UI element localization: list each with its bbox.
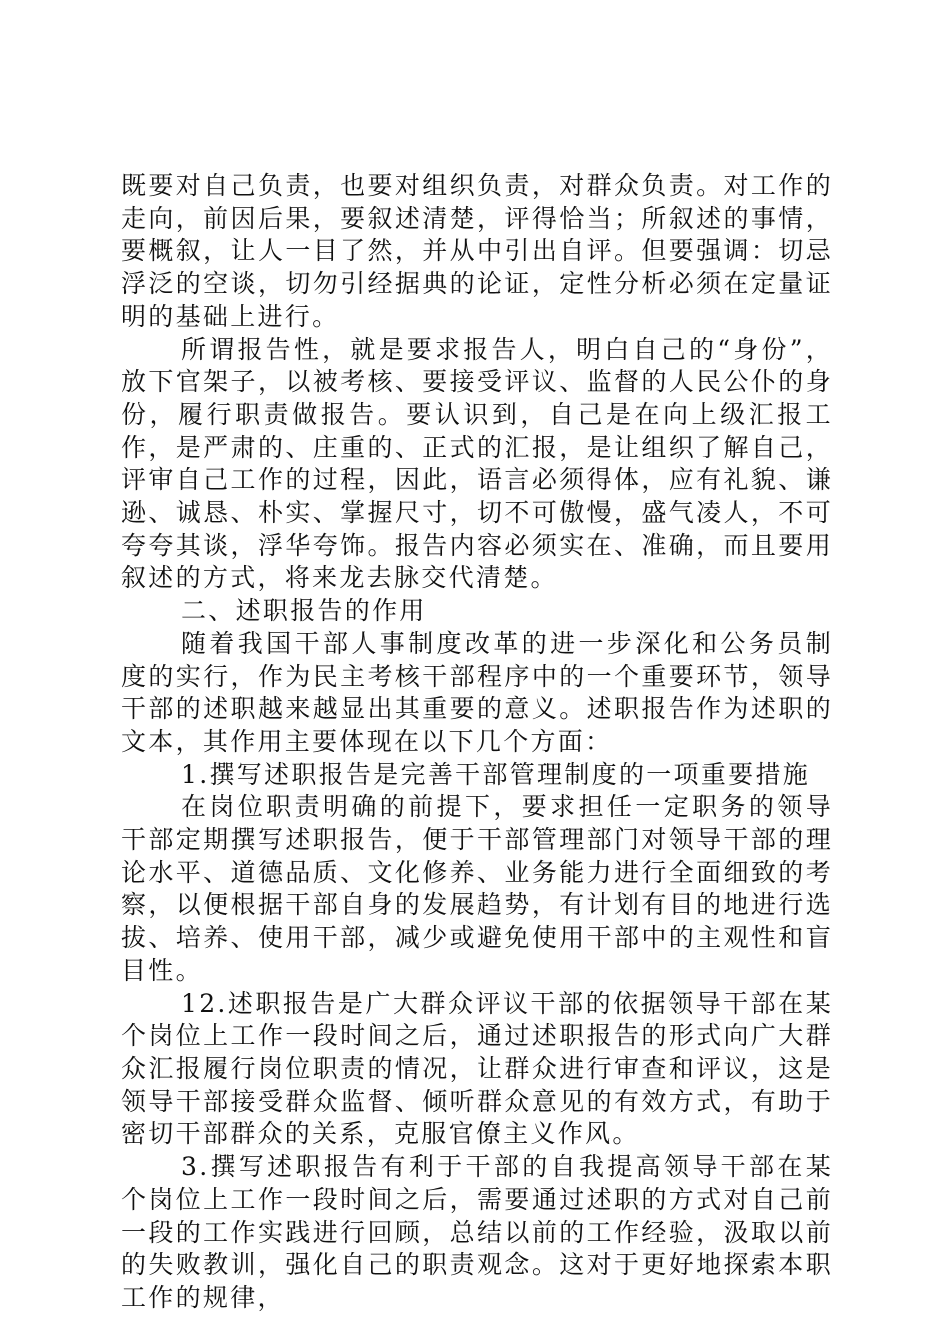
paragraph-point-2: 12.述职报告是广大群众评议干部的依据领导干部在某个岗位上工作一段时间之后，通过述职报告的形式向广大群众汇报履行岗位职责的情况，让群众进行审查和评议，这是领导干部接受群众监督、倾听群众意见的有效方式，有助于密切干部群众的关系，克服官僚主义作风。: [121, 988, 833, 1149]
paragraph-reporting-nature: 所谓报告性，就是要求报告人，明白自己的“身份”，放下官架子，以被考核、要接受评议、监督的人民公仆的身份，履行职责做报告。要认识到，自己是在向上级汇报工作，是严肃的、庄重的、正式的汇报，是让组织了解自己，评审自己工作的过程，因此，语言必须得体，应有礼貌、谦逊、诚恳、朴实、掌握尺寸，切不可傲慢，盛气凌人，不可夸夸其谈，浮华夸饰。报告内容必须实在、准确，而且要用叙述的方式，将来龙去脉交代清楚。: [121, 334, 833, 593]
document-body: [121, 170, 833, 1315]
paragraph-point-3: 3.撰写述职报告有利于干部的自我提高领导干部在某个岗位上工作一段时间之后，需要通过述职的方式对自己前一段的工作实践进行回顾，总结以前的工作经验，汲取以前的失败教训，强化自己的职责观念。这对于更好地探索本职工作的规律，: [121, 1152, 833, 1312]
section-heading: 二、述职报告的作用: [181, 596, 427, 626]
paragraph-continuation: 既要对自己负责，也要对组织负责，对群众负责。对工作的走向，前因后果，要叙述清楚，评得恰当；所叙述的事情，要概叙，让人一目了然，并从中引出自评。但要强调：切忌浮泛的空谈，切勿引经据典的论证，定性分析必须在定量证明的基础上进行。: [121, 171, 833, 331]
paragraph-point-1: 在岗位职责明确的前提下，要求担任一定职务的领导干部定期撰写述职报告，便于干部管理部门对领导干部的理论水平、道德品质、文化修养、业务能力进行全面细致的考察，以便根据干部自身的发展趋势，有计划有目的地进行选拔、培养、使用干部，减少或避免使用干部中的主观性和盲目性。: [121, 792, 833, 985]
subheading-1: 1.撰写述职报告是完善干部管理制度的一项重要措施: [181, 759, 811, 789]
paragraph-intro: 随着我国干部人事制度改革的进一步深化和公务员制度的实行，作为民主考核干部程序中的一个重要环节，领导干部的述职越来越显出其重要的意义。述职报告作为述职的文本，其作用主要体现在以下几个方面：: [121, 628, 833, 756]
